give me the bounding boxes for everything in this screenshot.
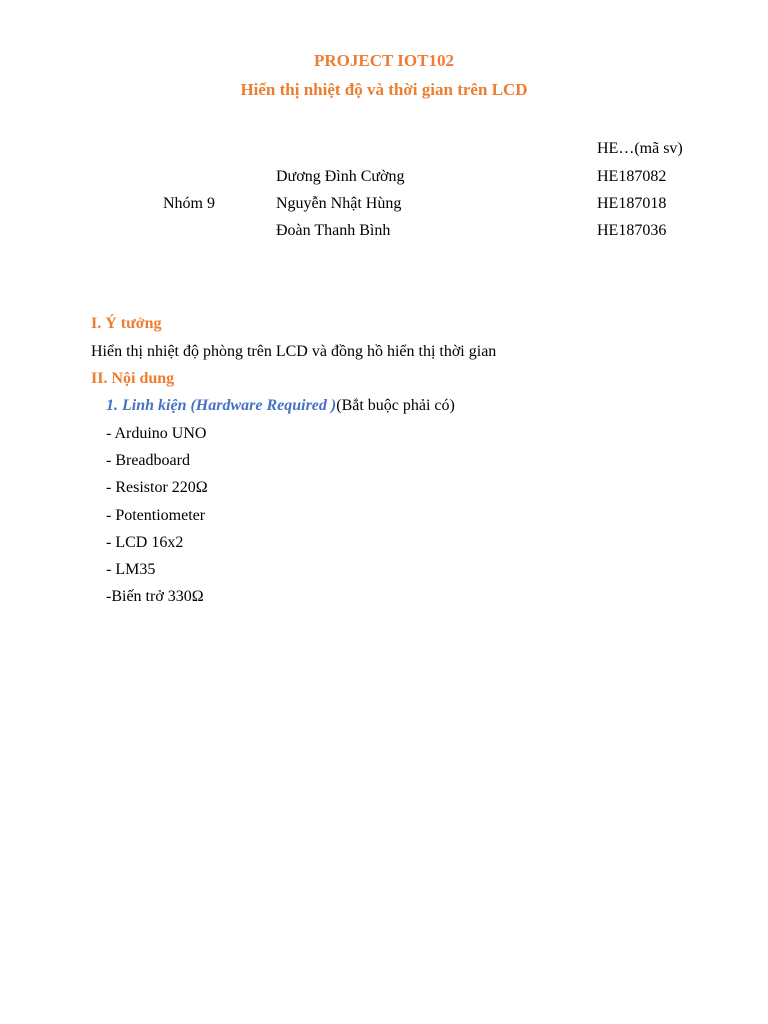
member-name: Nguyễn Nhật Hùng [276, 195, 402, 212]
hardware-subheading-note: (Bắt buộc phải có) [336, 397, 455, 414]
list-item: - Breadboard [106, 452, 190, 469]
project-title: PROJECT IOT102 [314, 51, 454, 70]
member-id: HE187082 [597, 168, 667, 185]
list-item: - LCD 16x2 [106, 534, 184, 551]
list-item: - Resistor 220Ω [106, 479, 208, 496]
section-idea-heading: I. Ý tưởng [91, 315, 162, 332]
project-subtitle: Hiển thị nhiệt độ và thời gian trên LCD [240, 80, 528, 99]
member-id: HE187018 [597, 195, 667, 212]
group-label: Nhóm 9 [163, 195, 215, 212]
hardware-subheading-label: 1. Linh kiện (Hardware Required ) [106, 397, 337, 414]
list-item: - LM35 [106, 561, 156, 578]
list-item: - Arduino UNO [106, 425, 207, 442]
list-item: -Biến trở 330Ω [106, 588, 204, 605]
student-id-header: HE…(mã sv) [597, 140, 683, 157]
list-item: - Potentiometer [106, 507, 206, 524]
member-name: Đoàn Thanh Bình [276, 222, 391, 239]
member-id: HE187036 [597, 222, 667, 239]
section-idea-text: Hiển thị nhiệt độ phòng trên LCD và đồng hồ hiển thị thời gian [91, 343, 497, 360]
hardware-subheading [106, 396, 455, 416]
section-content-heading: II. Nội dung [91, 370, 175, 387]
member-name: Dương Đình Cường [276, 168, 405, 185]
